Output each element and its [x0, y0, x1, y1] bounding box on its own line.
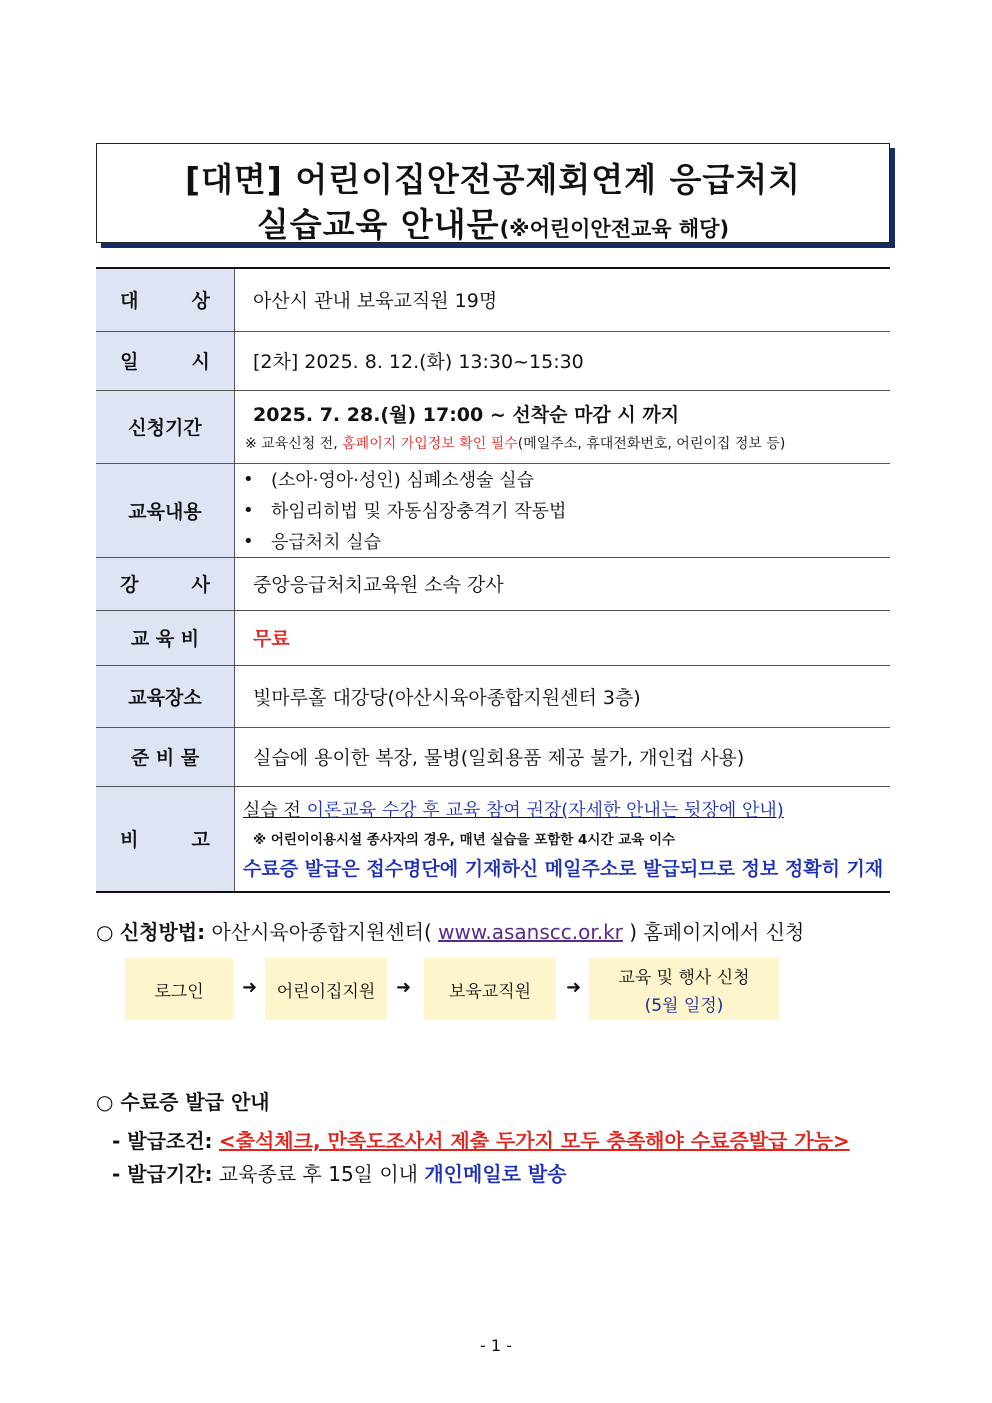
value-prep: 실습에 용이한 복장, 물병(일회용품 제공 불가, 개인컵 사용) [235, 727, 891, 786]
list-item [243, 464, 890, 495]
value-target: 아산시 관내 보육교직원 19명 [235, 268, 891, 331]
note-line1-prefix: 실습 전 [243, 800, 307, 822]
period-label: - 발급기간: [112, 1162, 213, 1186]
value-venue: 빛마루홀 대강당(아산시육아종합지원센터 3층) [235, 665, 891, 727]
label-prep: 준 비 물 [96, 727, 235, 786]
site-link[interactable]: www.asanscc.or.kr [438, 920, 623, 944]
value-instructor: 중앙응급처치교육원 소속 강사 [235, 557, 891, 610]
apply-method-label: 신청방법: [119, 920, 206, 944]
bullet-icon: • [243, 499, 254, 521]
step-login [125, 958, 233, 1020]
circle-bullet-icon: ○ [96, 920, 114, 944]
bullet-icon: • [243, 468, 254, 490]
row-prep [96, 727, 890, 786]
title-box [96, 143, 890, 243]
label-apply: 신청기간 [96, 390, 235, 463]
cond-value: <출석체크, 만족도조사서 제출 두가지 모두 충족해야 수료증발급 가능> [218, 1129, 850, 1153]
note-line1-blue: 이론교육 수강 후 교육 참여 권장(자세한 안내는 뒷장에 안내) [306, 800, 784, 822]
step-staff [424, 958, 556, 1020]
list-item [243, 495, 890, 526]
content-item-1: (소아·영아·성인) 심폐소생술 실습 [271, 470, 534, 491]
cond-label: - 발급조건: [112, 1129, 213, 1153]
apply-method-before: 아산시육아종합지원센터( [211, 920, 439, 944]
label-venue: 교육장소 [96, 665, 235, 727]
label-content: 교육내용 [96, 463, 235, 557]
title-line1: [대면] 어린이집안전공제회연계 응급처치 [184, 160, 802, 199]
title-sub: (※어린이안전교육 해당) [499, 217, 730, 241]
certificate-condition [112, 1125, 850, 1154]
value-date: [2차] 2025. 8. 12.(화) 13:30~15:30 [235, 331, 891, 390]
value-fee: 무료 [235, 610, 891, 665]
value-note [235, 786, 891, 892]
step-daycare-label: 어린이집지원 [276, 981, 376, 1002]
apply-note-red: 홈페이지 가입정보 확인 필수 [342, 436, 518, 452]
info-table [96, 267, 890, 893]
row-content [96, 463, 890, 557]
note-line2: ※ 어린이이용시설 종사자의 경우, 매년 실습을 포함한 4시간 교육 이수 [253, 832, 676, 849]
arrow-icon: ➜ [566, 977, 582, 998]
arrow-icon: ➜ [396, 977, 412, 998]
row-apply [96, 390, 890, 463]
row-venue [96, 665, 890, 727]
apply-period: 2025. 7. 28.(월) 17:00 ~ 선착순 마감 시 까지 [253, 404, 680, 426]
title-main: 실습교육 안내문 [256, 205, 500, 244]
label-date: 일 시 [96, 331, 235, 390]
content-item-2: 하임리히법 및 자동심장충격기 작동법 [271, 501, 567, 522]
row-target [96, 268, 890, 331]
content-item-3: 응급처치 실습 [271, 532, 382, 553]
certificate-heading [96, 1086, 270, 1115]
note-line1 [243, 796, 890, 822]
apply-note-suffix: (메일주소, 휴대전화번호, 어린이집 정보 등) [517, 436, 786, 452]
label-target: 대 상 [96, 268, 235, 331]
row-fee [96, 610, 890, 665]
step-event-sub: (5월 일정) [644, 995, 724, 1016]
page-number: - 1 - [480, 1336, 512, 1355]
apply-note [245, 433, 890, 453]
title-line2 [97, 199, 889, 246]
arrow-icon: ➜ [242, 977, 258, 998]
apply-method-after: ) 홈페이지에서 신청 [622, 920, 805, 944]
bullet-icon: • [243, 530, 254, 552]
circle-bullet-icon: ○ [96, 1090, 114, 1114]
apply-note-prefix: ※ 교육신청 전, [245, 436, 343, 452]
certificate-heading-text: 수료증 발급 안내 [120, 1090, 270, 1114]
period-text: 교육종료 후 15일 이내 [218, 1162, 425, 1186]
step-staff-label: 보육교직원 [448, 981, 532, 1002]
apply-method [96, 916, 804, 945]
label-fee: 교 육 비 [96, 610, 235, 665]
value-apply [235, 390, 891, 463]
step-login-label: 로그인 [154, 981, 204, 1002]
value-content [235, 463, 891, 557]
period-blue: 개인메일로 발송 [424, 1162, 567, 1186]
certificate-period [112, 1158, 567, 1187]
list-item [243, 526, 890, 557]
label-note: 비 고 [96, 786, 235, 892]
step-daycare-support [265, 958, 387, 1020]
step-event-apply [589, 958, 779, 1020]
note-line3: 수료증 발급은 접수명단에 기재하신 메일주소로 발급되므로 정보 정확히 기재 [243, 858, 884, 881]
row-date [96, 331, 890, 390]
row-instructor [96, 557, 890, 610]
row-note [96, 786, 890, 892]
label-instructor: 강 사 [96, 557, 235, 610]
step-event-label: 교육 및 행사 신청 [618, 967, 750, 988]
